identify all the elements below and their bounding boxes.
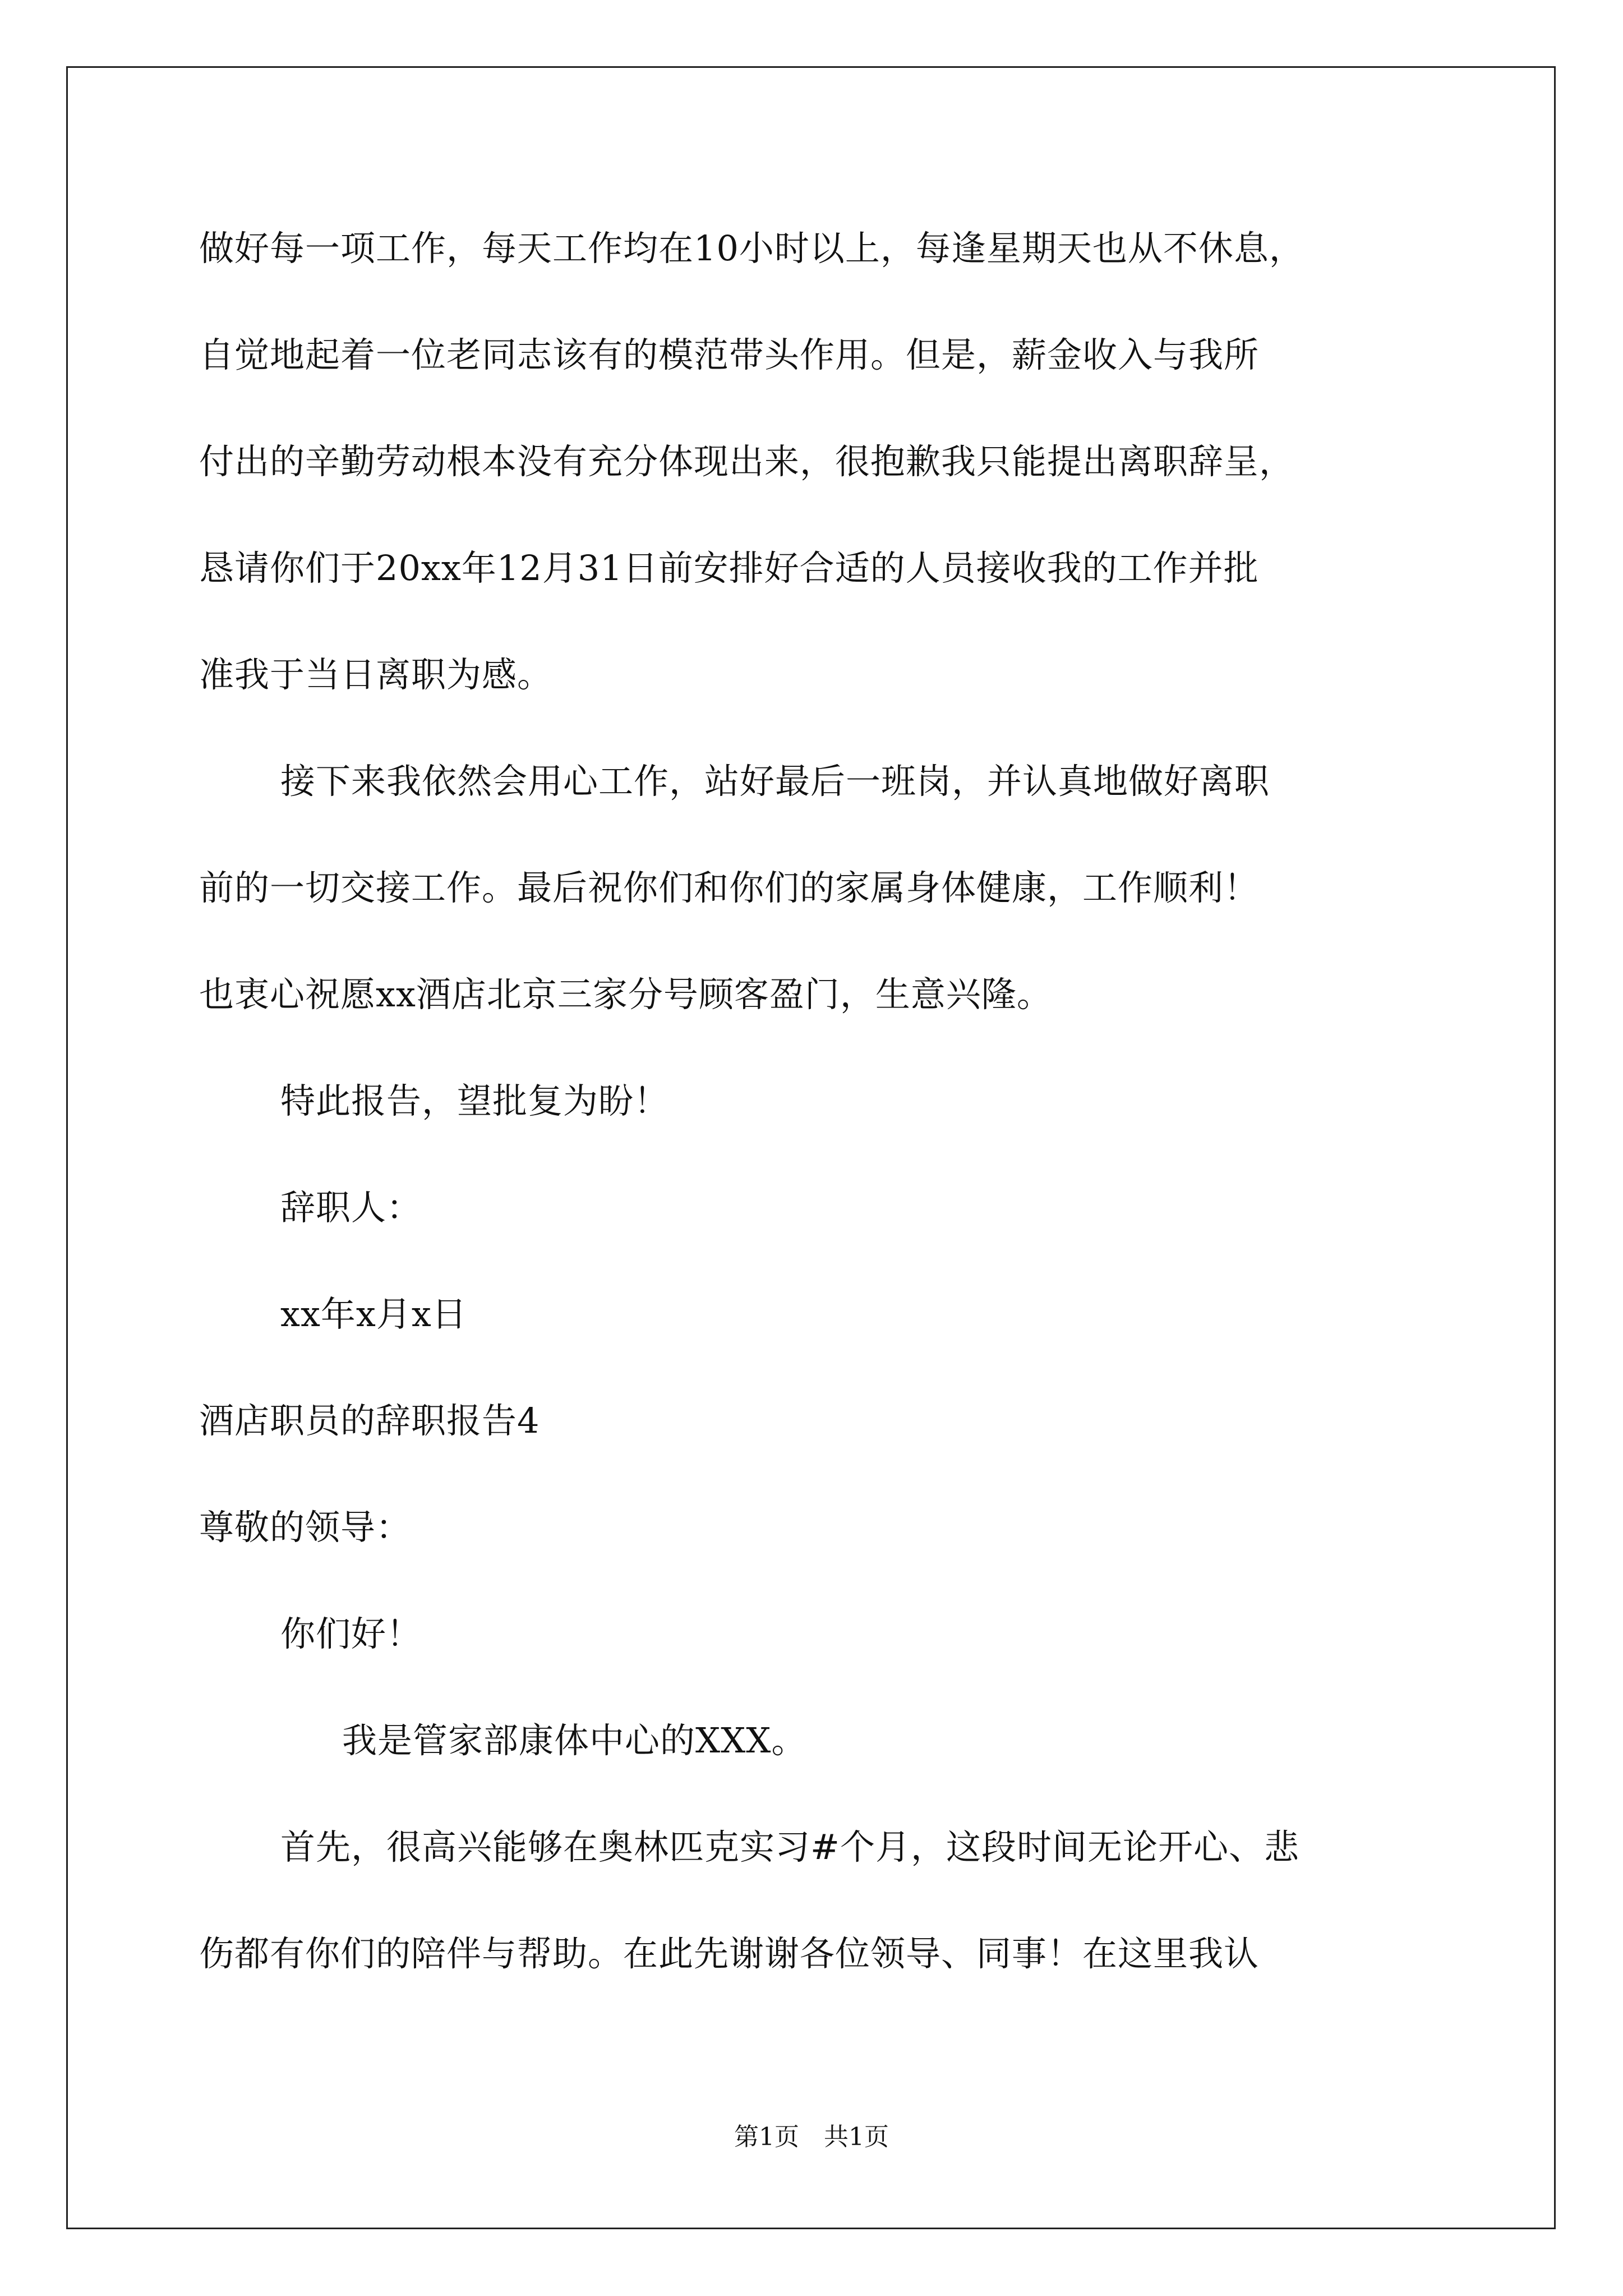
text-line: 也衷心祝愿xx酒店北京三家分号顾客盈门，生意兴隆。 xyxy=(199,974,1052,1015)
greeting: 你们好！ xyxy=(280,1613,422,1654)
signature-label: 辞职人： xyxy=(280,1187,422,1228)
paragraph-start-line: 首先，很高兴能够在奥林匹克实习#个月，这段时间无论开心、悲 xyxy=(280,1826,1299,1867)
text-line: 做好每一项工作，每天工作均在10小时以上，每逢星期天也从不休息， xyxy=(199,228,1304,269)
text-line: 前的一切交接工作。最后祝你们和你们的家属身体健康，工作顺利！ xyxy=(199,867,1260,908)
text-line: 自觉地起着一位老同志该有的模范带头作用。但是，薪金收入与我所 xyxy=(199,334,1260,375)
text-line: 准我于当日离职为感。 xyxy=(199,654,553,695)
text-line: 付出的辛勤劳动根本没有充分体现出来，很抱歉我只能提出离职辞呈， xyxy=(199,441,1295,482)
salutation: 尊敬的领导： xyxy=(199,1507,412,1548)
text-line: 恳请你们于20xx年12月31日前安排好合适的人员接收我的工作并批 xyxy=(199,547,1259,588)
paragraph-start-line: 接下来我依然会用心工作，站好最后一班岗，并认真地做好离职 xyxy=(280,761,1270,802)
signature-date: xx年x月x日 xyxy=(280,1294,467,1335)
page-number-footer: 第1页 共1页 xyxy=(734,2123,889,2151)
introduction-line: 我是管家部康体中心的XXX。 xyxy=(342,1720,807,1761)
text-line: 伤都有你们的陪伴与帮助。在此先谢谢各位领导、同事！在这里我认 xyxy=(199,1933,1260,1974)
page-border xyxy=(66,66,1556,2229)
closing-statement: 特此报告，望批复为盼！ xyxy=(280,1080,670,1121)
section-heading: 酒店职员的辞职报告4 xyxy=(199,1400,540,1441)
